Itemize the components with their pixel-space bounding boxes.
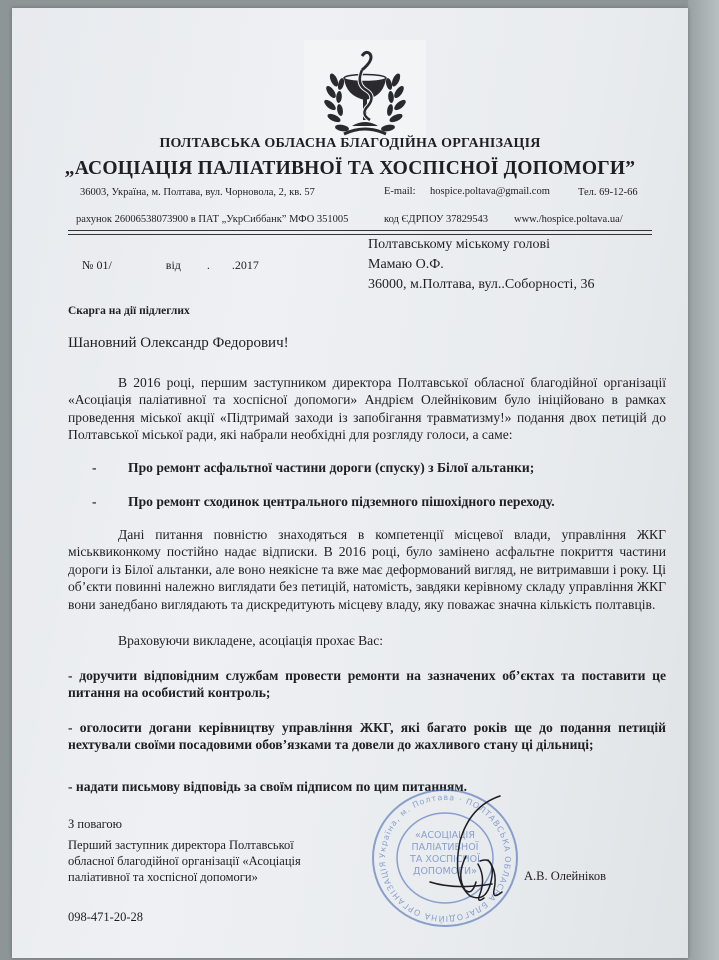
org-address: 36003, Україна, м. Полтава, вул. Чорновола, 2, кв. 57 [80,187,315,198]
org-phone: Тел. 69-12-66 [578,187,638,198]
header-divider [68,230,652,231]
paragraph-intro: В 2016 році, першим заступником директора Полтавської обласної благодійної організації «Асоціація паліативної та хоспісної допомоги» Андрієм Олейніковим було ініційовано в рамках проведення міської акції «Підтримай заходи із запобігання травматизму!» подання двох петицій до Полтавської міської ради, які набрали необхідні для розгляду голоси, а саме: [68,375,666,443]
list-item-text: Про ремонт асфальтної частини дороги (спуску) з Білої альтанки; [128,460,535,475]
letter-greeting: Шановний Олександр Федорович! [68,335,289,351]
paragraph-request-intro: Враховуючи викладене, асоціація прохає Вас: [118,633,384,648]
hygieia-bowl-logo-icon [304,40,426,148]
addressee-line: 36000, м.Полтава, вул..Соборності, 36 [368,277,595,292]
list-bullet: - [92,460,97,475]
ref-from-label: від [165,258,181,272]
list-item-text: Про ремонт сходинок центрального підземного пішохідного переходу. [128,494,555,509]
request-item: - надати письмову відповідь за своїм підписом по цим питанням. [68,779,468,794]
stamp-center-line: «АСОЦІАЦІЯ [415,830,475,841]
header-divider-thin [68,234,652,235]
org-website: www./hospice.poltava.ua/ [514,214,623,225]
stamp-center-line: ПАЛІАТИВНОЇ [411,842,479,853]
stamp-ring-text: Україна, м. Полтава · ПОЛТАВСЬКА ОБЛАСНА БЛАГОДІЙНА ОРГАНІЗАЦІЯ [377,792,513,924]
addressee-line: Полтавському міському голові [368,237,550,252]
stamp-center-line: ТА ХОСПІСНОЇ [410,854,480,865]
ref-number-label: № 01/ [82,258,112,272]
paragraph-issue: Дані питання повністю знаходяться в компетенції місцевої влади, управління ЖКГ міськвиконкому постійно надає відписки. В 2016 році, було замінено асфальтне покриття частини дороги із Білої альтанки, але воно неякісне та вже має деформований вигляд, не витримавши і року. Ці об’єкти повинні належно виглядати без петицій, натомість, завдяки керівному складу управління ЖКГ вони занедбано виглядають та дискредитують місцеву владу, яку поважає значна кількість полтавців. [68,527,666,612]
signatory-title: паліативної та хоспісної допомоги» [68,870,258,884]
ref-year: .2017 [231,258,259,272]
org-edrpou: код ЄДРПОУ 37829543 [384,214,489,225]
org-type-title: ПОЛТАВСЬКА ОБЛАСНА БЛАГОДІЙНА ОРГАНІЗАЦІЯ [159,136,541,151]
letter-page [12,8,688,958]
request-item: - оголосити догани керівництву управління ЖКГ, які багато років ще до подання петицій нехтували своїми посадовими обов’язками та довели до жахливого стану ці дільниці; [68,720,666,753]
signatory-title: Перший заступник директора Полтавської [68,838,294,852]
org-bank-account: рахунок 26006538073900 в ПАТ „УкрСиббанк” МФО 351005 [76,214,349,225]
addressee-line: Мамаю О.Ф. [368,257,444,272]
ref-dot: . [206,258,210,272]
letter-closing: З повагою [68,817,123,831]
background-edge [688,0,719,960]
stamp-center-line: ДОПОМОГИ» [413,866,477,877]
reference-number [82,258,259,273]
email-label: E-mail: [384,186,416,197]
contact-phone: 098-471-20-28 [68,910,143,924]
list-bullet: - [92,494,97,509]
org-name-title: „АСОЦІАЦІЯ ПАЛІАТИВНОЇ ТА ХОСПІСНОЇ ДОПОМОГИ” [64,158,636,179]
request-item: - доручити відповідним службам провести ремонти на зазначених об’єктах та поставити це питання на особистий контроль; [68,668,666,701]
org-email: hospice.poltava@gmail.com [430,186,550,197]
signatory-title: обласної благодійної організації «Асоціація [68,854,301,868]
signer-name: А.В. Олейніков [524,869,606,883]
organization-stamp-icon [360,786,530,931]
letter-subject: Скарга на дії підлеглих [68,305,190,317]
